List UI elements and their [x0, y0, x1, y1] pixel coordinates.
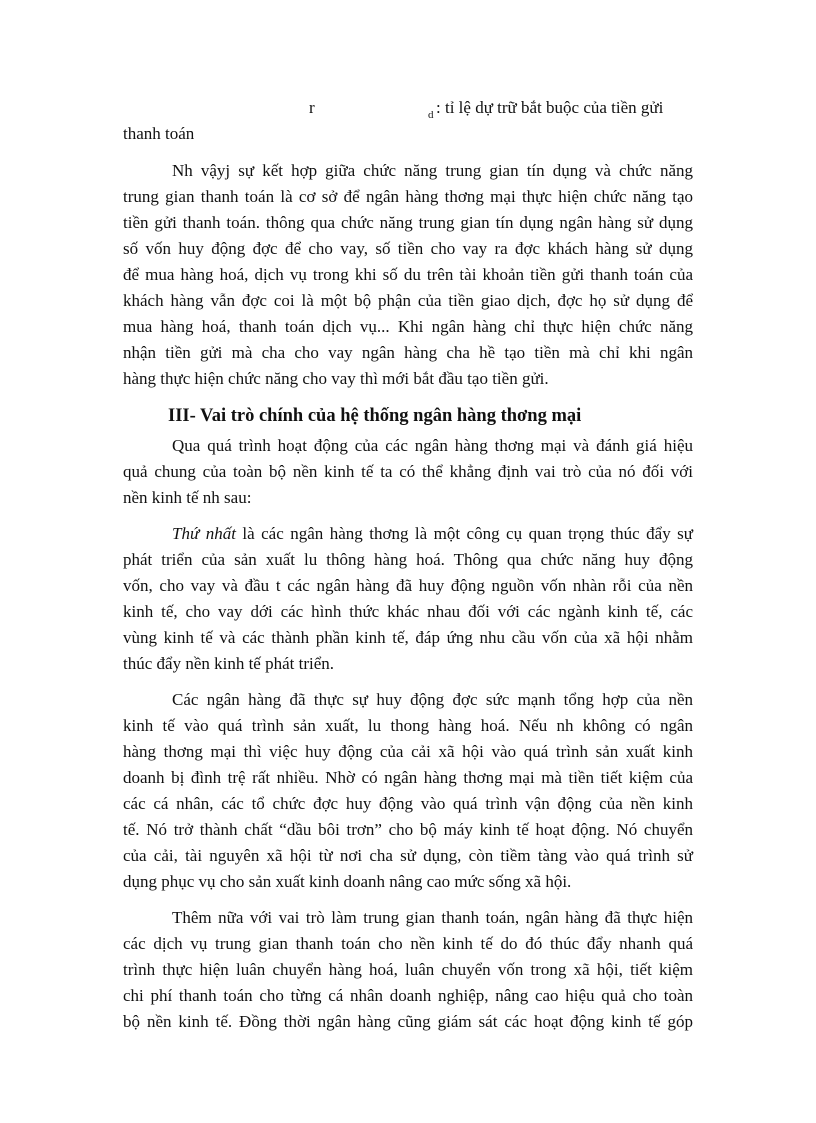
text-line: hàng thơng mại thì việc huy động của cải xã hội vào quá trình sản xuất kinh: [123, 742, 693, 761]
text-line: nhận tiền gửi mà cha cho vay ngân hàng cha hề tạo tiền mà chỉ khi ngân: [123, 343, 693, 362]
formula-definition: : tỉ lệ dự trữ bắt buộc của tiền gửi: [436, 98, 664, 117]
text-line: thanh toán: [123, 124, 195, 143]
text-line: bộ nền kinh tế. Đồng thời ngân hàng cũng giám sát các hoạt động kinh tế góp: [123, 1012, 693, 1031]
text-line: trình thực hiện luân chuyển hàng hoá, luân chuyển vốn trong xã hội, tiết kiệm: [123, 960, 693, 979]
text-line: thúc đẩy nền kinh tế phát triển.: [123, 654, 335, 673]
text-line: hàng thực hiện chức năng cho vay thì mới bắt đầu tạo tiền gửi.: [123, 369, 549, 388]
text-line: nền kinh tế nh sau:: [123, 488, 252, 507]
text-line: [172, 523, 693, 545]
text-line: để mua hàng hoá, dịch vụ trong khi số du trên tài khoản tiền gửi thanh toán của: [123, 265, 693, 284]
text-line: chi phí thanh toán cho từng cá nhân doanh nghiệp, nâng cao hiệu quả cho toàn: [123, 986, 693, 1005]
text-line: các cá nhân, các tổ chức đợc huy động vào quá trình vận động của nền kinh: [123, 794, 693, 813]
text-line: kinh tế, cho vay dới các hình thức khác nhau đối với các ngành kinh tế, các: [123, 602, 693, 621]
text-line: Qua quá trình hoạt động của các ngân hàng thơng mại và đánh giá hiệu: [172, 436, 693, 455]
text-line: các dịch vụ trung gian thanh toán cho nền kinh tế do đó thúc đẩy nhanh quá: [123, 934, 693, 953]
text-line: quả chung của toàn bộ nền kinh tế ta có thể khẳng định vai trò của nó đối với: [123, 462, 693, 481]
text-line-rest: là các ngân hàng thơng là một công cụ quan trọng thúc đẩy sự: [235, 524, 693, 543]
text-line: số vốn huy động đợc để cho vay, số tiền cho vay ra đợc khách hàng sử dụng: [123, 239, 693, 258]
text-line: vùng kinh tế và các thành phần kinh tế, đáp ứng nhu cầu vốn của xã hội nhằm: [123, 628, 693, 647]
text-line: Thêm nữa với vai trò làm trung gian thanh toán, ngân hàng đã thực hiện: [172, 908, 693, 927]
italic-lead: Thứ nhất: [172, 524, 236, 543]
text-line: của cải, tài nguyên xã hội từ nơi cha sử dụng, còn tiềm tàng vào quá trình sử: [123, 846, 693, 865]
text-line: tiền gửi thanh toán. thông qua chức năng trung gian tín dụng ngân hàng sử dụng: [123, 213, 693, 232]
text-line: doanh bị đình trệ rất nhiều. Nhờ có ngân hàng thơng mại mà tiền tiết kiệm của: [123, 768, 693, 787]
text-line: kinh tế vào quá trình sản xuất, lu thong hàng hoá. Nếu nh không có ngân: [123, 716, 693, 735]
text-line: vốn, cho vay và đầu t các ngân hàng đã huy động nguồn vốn nhàn rỗi của nền: [123, 576, 693, 595]
text-line: khách hàng vẫn đợc coi là một bộ phận của tiền giao dịch, đợc họ sử dụng để: [123, 291, 693, 310]
text-line: tế. Nó trở thành chất “dầu bôi trơn” cho bộ máy kinh tế hoạt động. Nó chuyển: [123, 820, 693, 839]
text-line: dụng phục vụ cho sản xuất kinh doanh nâng cao mức sống xã hội.: [123, 872, 572, 891]
text-line: Các ngân hàng đã thực sự huy động đợc sức mạnh tổng hợp của nền: [172, 690, 693, 709]
formula-r: r: [309, 98, 315, 117]
section-heading: III- Vai trò chính của hệ thống ngân hàng thơng mại: [168, 406, 582, 426]
text-line: mua hàng hoá, thanh toán dịch vụ... Khi ngân hàng chỉ thực hiện chức năng: [123, 317, 693, 336]
text-line: phát triển của sản xuất lu thông hàng hoá. Thông qua chức năng huy động: [123, 550, 693, 569]
formula-d-subscript: d: [428, 109, 434, 121]
text-line: Nh vậyj sự kết hợp giữa chức năng trung gian tín dụng và chức năng: [172, 161, 693, 180]
text-line: trung gian thanh toán là cơ sở để ngân hàng thơng mại thực hiện chức năng tạo: [123, 187, 693, 206]
